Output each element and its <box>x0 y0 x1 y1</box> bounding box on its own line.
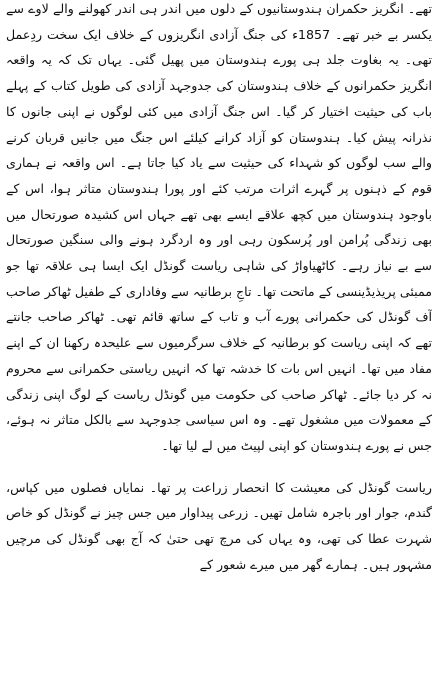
document-page <box>6 0 432 700</box>
paragraph-gondal-economy: ریاست گونڈل کی معیشت کا انحصار زراعت پر تھا۔ نمایاں فصلوں میں کپاس، گندم، جوار اور باجرہ شامل تھیں۔ زرعی پیداوار میں جس چیز نے گونڈل کو خاص شہرت عطا کی تھی، وہ یہاں کی مرچ تھی حتیٰ کہ آج بھی گونڈل کی مرچیں مشہور ہیں۔ ہمارے گھر میں میرے شعور کے <box>6 479 432 572</box>
paragraph-freedom-war: تھے۔ انگریز حکمران ہندوستانیوں کے دلوں میں اندر ہی اندر کھولنے والے لاوے سے یکسر بے خبر تھے۔ 1857ء کی جنگ آزادی انگریزوں کے خلاف ایک سخت ردِعمل تھی۔ یہ بغاوت جلد ہی پورے ہندوستان میں پھیل گئی۔ یہاں تک کہ یہ واقعہ انگریز حکمرانوں کے خلاف ہندوستان کی جدوجہد آزادی کی طویل کتاب کے پہلے باب کی حیثیت اختیار کر گیا۔ اس جنگ آزادی میں کئی لوگوں نے اپنی جانوں کا نذرانہ پیش کیا۔ ہندوستان کو آزاد کرانے کیلئے اس جنگ میں جانیں قربان کرنے والے سب لوگوں کو شہداء کی حیثیت سے یاد کیا جاتا ہے۔ اس واقعہ نے ہماری قوم کے ذہنوں پر گہرے اثرات مرتب کئے اور پورا ہندوستان متاثر ہوا، اس کے باوجود ہندوستان میں کچھ علاقے ایسے بھی تھے جہاں اس کشیدہ صورتحال میں بھی زندگی پُرامن اور پُرسکون رہی اور وہ اردگرد ہونے والی سنگین صورتحال سے بے نیاز رہے۔ کاٹھیاواڑ کی شاہی ریاست گونڈل ایک ایسا ہی علاقہ تھا جو ممبئی پریذیڈینسی کے ماتحت تھا۔ تاجِ برطانیہ سے وفاداری کے طفیل ٹھاکر صاحب آف گونڈل کی حکمرانی پورے آب و تاب کے ساتھ قائم تھی۔ ٹھاکر صاحب جانتے تھے کہ اپنی ریاست کو برطانیہ کے خلاف سرگرمیوں سے علیحدہ رکھنا ان کے اپنے مفاد میں تھا۔ انہیں اس بات کا خدشہ تھا کہ انہیں ریاستی حکمرانی سے محروم نہ کر دیا جائے۔ ٹھاکر صاحب کی حکومت میں گونڈل ریاست کے لوگ اپنی زندگی کے معمولات میں مشغول تھے۔ وہ اس سیاسی جدوجہد سے بالکل متاثر نہ ہوئے، جس نے پورے ہندوستان کو اپنی لپیٹ میں لے لیا تھا۔ <box>6 1 432 453</box>
